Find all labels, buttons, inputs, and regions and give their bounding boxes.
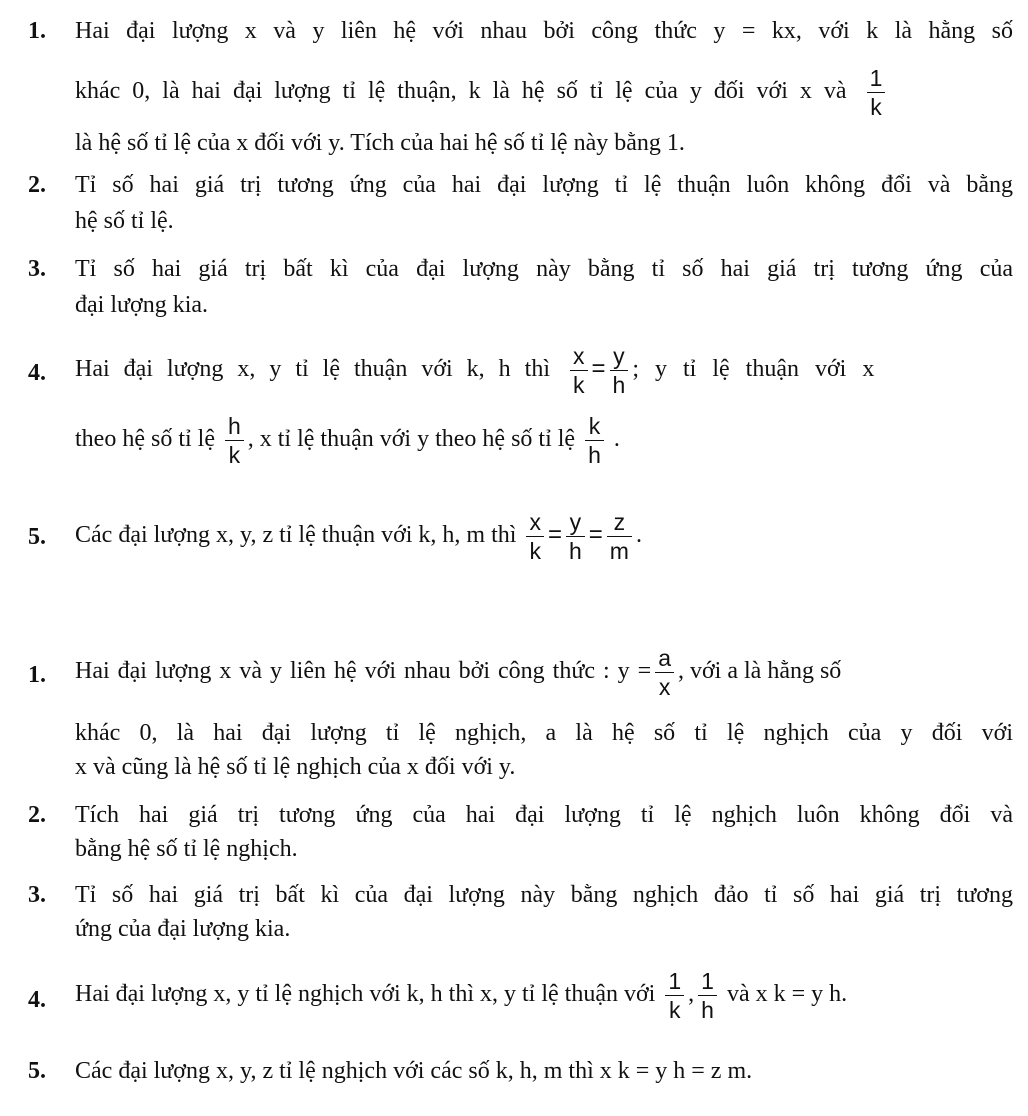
inverse-item-2-line-2: bằng hệ số tỉ lệ nghịch. bbox=[75, 836, 298, 862]
inverse-item-3-line-1: Tỉ số hai giá trị bất kì của đại lượng này bằng nghịch đảo tỉ số hai giá trị tương bbox=[75, 882, 1013, 908]
fraction-1-over-k: $\frac{1}{k}$ bbox=[867, 66, 886, 119]
item-number: 3. bbox=[28, 882, 46, 908]
direct-item-1-line-1: Hai đại lượng x và y liên hệ với nhau bởi công thức y = kx, với k là hằng số bbox=[75, 18, 1013, 44]
inverse-item-2-line-1: Tích hai giá trị tương ứng của hai đại lượng tỉ lệ nghịch luôn không đổi và bbox=[75, 802, 1013, 828]
direct-item-3-line-1: Tỉ số hai giá trị bất kì của đại lượng này bằng tỉ số hai giá trị tương ứng của bbox=[75, 256, 1013, 282]
fraction-x-over-k: $\frac{x}{k}$ bbox=[570, 344, 588, 397]
item-number: 2. bbox=[28, 802, 46, 828]
item-number: 2. bbox=[28, 172, 46, 198]
inverse-item-3-line-2: ứng của đại lượng kia. bbox=[75, 916, 291, 942]
direct-item-1-line-3: là hệ số tỉ lệ của x đối với y. Tích của hai hệ số tỉ lệ này bằng 1. bbox=[75, 130, 685, 156]
fraction-h-over-k: $\frac{h}{k}$ bbox=[225, 414, 244, 467]
inverse-item-5-line-1: Các đại lượng x, y, z tỉ lệ nghịch với các số k, h, m thì x k = y h = z m. bbox=[75, 1058, 753, 1084]
fraction-k-over-h: $\frac{k}{h}$ bbox=[585, 414, 604, 467]
direct-item-3-line-2: đại lượng kia. bbox=[75, 292, 209, 318]
item-number: 3. bbox=[28, 256, 46, 282]
direct-item-2-line-1: Tỉ số hai giá trị tương ứng của hai đại lượng tỉ lệ thuận luôn không đổi và bằng bbox=[75, 172, 1013, 198]
fraction-1-over-k: $\frac{1}{k}$ bbox=[665, 969, 684, 1022]
direct-item-4-line-1: Hai đại lượng x, y tỉ lệ thuận với k, h thì $\frac{x}{k}$ = $\frac{y}{h}$ ; y tỉ lệ thuận với x bbox=[75, 343, 875, 399]
direct-item-2-line-2: hệ số tỉ lệ. bbox=[75, 208, 174, 234]
fraction-z-over-m: $\frac{z}{m}$ bbox=[607, 510, 632, 563]
inverse-item-1-line-1: Hai đại lượng x và y liên hệ với nhau bởi công thức : y = $\frac{a}{x}$ , với a là hằng số bbox=[75, 645, 842, 701]
item-number: 1. bbox=[28, 662, 46, 688]
inverse-item-4-line-1: Hai đại lượng x, y tỉ lệ nghịch với k, h thì x, y tỉ lệ thuận với $\frac{1}{k}$ , $\frac{1}{h}$ và x k = y h. bbox=[75, 968, 848, 1024]
direct-item-4-line-2: theo hệ số tỉ lệ $\frac{h}{k}$ , x tỉ lệ thuận với y theo hệ số tỉ lệ $\frac{k}{h}$ . bbox=[75, 413, 620, 469]
direct-item-1-line-2 bbox=[75, 66, 889, 119]
item-number: 4. bbox=[28, 360, 46, 386]
direct-item-1-text: khác 0, là hai đại lượng tỉ lệ thuận, k là hệ số tỉ lệ của y đối với x và bbox=[75, 78, 847, 105]
inverse-item-1-line-2: khác 0, là hai đại lượng tỉ lệ nghịch, a là hệ số tỉ lệ nghịch của y đối với bbox=[75, 720, 1013, 746]
fraction-y-over-h: $\frac{y}{h}$ bbox=[610, 344, 629, 397]
fraction-y-over-h: $\frac{y}{h}$ bbox=[566, 510, 585, 563]
fraction-a-over-x: $\frac{a}{x}$ bbox=[655, 646, 674, 699]
item-number: 5. bbox=[28, 1058, 46, 1084]
fraction-1-over-h: $\frac{1}{h}$ bbox=[698, 969, 717, 1022]
inverse-item-1-line-3: x và cũng là hệ số tỉ lệ nghịch của x đối với y. bbox=[75, 754, 516, 780]
item-number: 1. bbox=[28, 18, 46, 44]
item-number: 4. bbox=[28, 987, 46, 1013]
item-number: 5. bbox=[28, 524, 46, 550]
direct-item-5-line-1: Các đại lượng x, y, z tỉ lệ thuận với k, h, m thì $\frac{x}{k}$ = $\frac{y}{h}$ = $\frac{z}{m}$ . bbox=[75, 509, 642, 565]
fraction-x-over-k: $\frac{x}{k}$ bbox=[526, 510, 544, 563]
